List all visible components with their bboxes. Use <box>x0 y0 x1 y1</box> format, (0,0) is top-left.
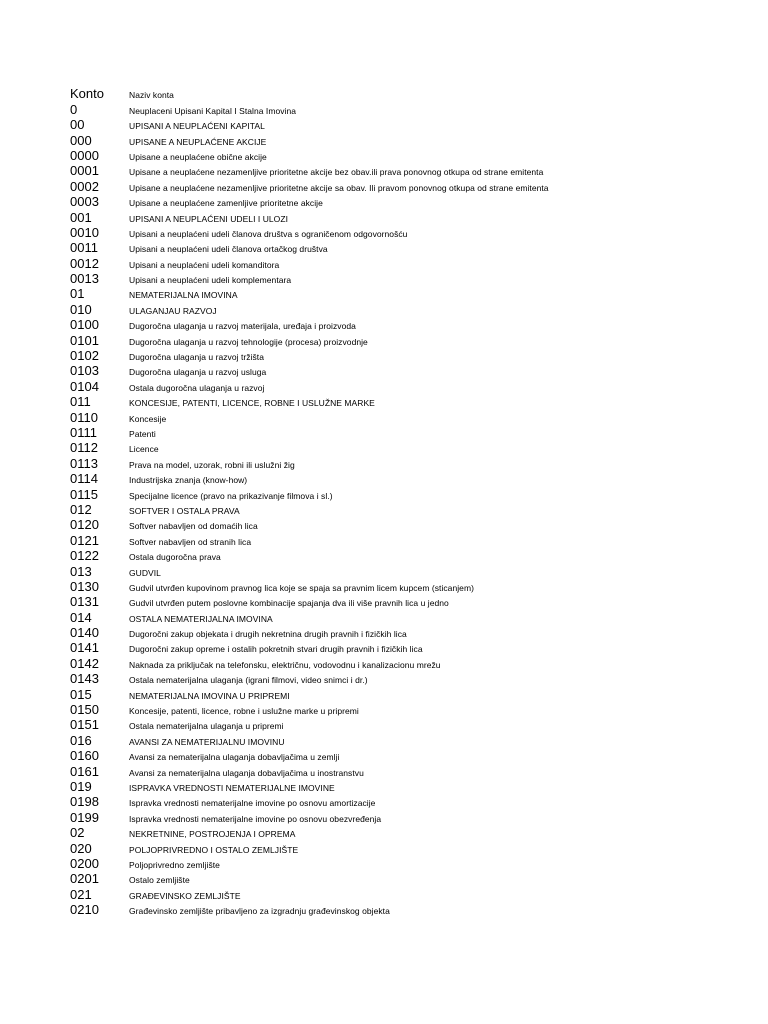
account-row <box>70 809 710 824</box>
account-row <box>70 440 710 455</box>
account-name: Dugoročna ulaganja u razvoj tržišta <box>129 352 264 363</box>
account-row <box>70 286 710 301</box>
account-code: 000 <box>70 132 92 148</box>
account-row <box>70 686 710 701</box>
account-code: 0199 <box>70 809 99 825</box>
account-name: NEKRETNINE, POSTROJENJA I OPREMA <box>129 829 296 840</box>
account-row <box>70 255 710 270</box>
account-name: Upisani a neuplaćeni udeli članova ortačkog društva <box>129 244 328 255</box>
account-name: Poljoprivredno zemljište <box>129 859 220 870</box>
account-row <box>70 609 710 624</box>
account-name: KONCESIJE, PATENTI, LICENCE, ROBNE I USLUŽNE MARKE <box>129 398 375 409</box>
account-row <box>70 209 710 224</box>
account-row <box>70 625 710 640</box>
account-code: 0151 <box>70 717 99 733</box>
account-name: NEMATERIJALNA IMOVINA U PRIPREMI <box>129 690 290 701</box>
account-name: Avansi za nematerijalna ulaganja dobavljačima u inostranstvu <box>129 767 364 778</box>
account-code: 0112 <box>70 440 98 456</box>
account-code: 011 <box>70 394 91 410</box>
account-code: 020 <box>70 840 92 856</box>
account-code: 0200 <box>70 855 99 871</box>
account-name: Upisane a neuplaćene nezamenljive prioritetne akcije bez obav.ili prava ponovnog otkupa od strane emitenta <box>129 167 544 178</box>
account-code: 0160 <box>70 748 99 764</box>
account-row <box>70 348 710 363</box>
account-name: Softver nabavljen od domaćih lica <box>129 521 258 532</box>
account-name: Ostala dugoročna ulaganja u razvoj <box>129 382 265 393</box>
account-row <box>70 579 710 594</box>
account-code: 0201 <box>70 871 99 887</box>
account-row <box>70 194 710 209</box>
account-code: 00 <box>70 117 85 133</box>
account-name: Avansi za nematerijalna ulaganja dobavljačima u zemlji <box>129 752 340 763</box>
account-row <box>70 132 710 147</box>
account-code: 0003 <box>70 194 99 210</box>
account-code: 0113 <box>70 455 98 471</box>
account-row <box>70 425 710 440</box>
header-name: Naziv konta <box>129 90 174 101</box>
account-row <box>70 332 710 347</box>
account-code: 01 <box>70 286 85 302</box>
header-row <box>70 86 710 101</box>
account-row <box>70 594 710 609</box>
account-name: Koncesije <box>129 413 167 424</box>
account-row <box>70 886 710 901</box>
account-name: GUDVIL <box>129 567 161 578</box>
account-name: Dugoročni zakup objekata i drugih nekretnina drugih pravnih i fizičkih lica <box>129 629 407 640</box>
account-name: Softver nabavljen od stranih lica <box>129 536 252 547</box>
account-row <box>70 363 710 378</box>
account-name: Upisani a neuplaćeni udeli komanditora <box>129 259 280 270</box>
account-name: Naknada za priključak na telefonsku, električnu, vodovodnu i kanalizacionu mrežu <box>129 659 441 670</box>
account-name: OSTALA NEMATERIJALNA IMOVINA <box>129 613 273 624</box>
account-row <box>70 748 710 763</box>
account-row <box>70 101 710 116</box>
account-row <box>70 301 710 316</box>
account-code: 0111 <box>70 424 97 440</box>
account-name: Specijalne licence (pravo na prikazivanje filmova i sl.) <box>129 490 333 501</box>
account-code: 0102 <box>70 348 99 364</box>
account-name: Industrijska znanja (know-how) <box>129 475 248 486</box>
account-code: 0103 <box>70 363 99 379</box>
account-name: Gudvil utvrđen kupovinom pravnog lica koje se spaja sa pravnim licem kupcem (sticanjem) <box>129 582 474 593</box>
account-code: 0131 <box>70 594 99 610</box>
account-code: 0101 <box>70 332 99 348</box>
account-name: Neuplaceni Upisani Kapital I Stalna Imovina <box>129 105 297 116</box>
account-row <box>70 717 710 732</box>
account-row <box>70 378 710 393</box>
account-row <box>70 856 710 871</box>
account-row <box>70 271 710 286</box>
account-name: Dugoročni zakup opreme i ostalih pokretnih stvari drugih pravnih i fizičkih lica <box>129 644 423 655</box>
account-row <box>70 825 710 840</box>
account-code: 0120 <box>70 517 99 533</box>
account-name: Dugoročna ulaganja u razvoj tehnologije (procesa) proizvodnje <box>129 336 368 347</box>
account-name: ISPRAVKA VREDNOSTI NEMATERIJALNE IMOVINE <box>129 782 335 793</box>
account-name: Upisane a neuplaćene obične akcije <box>129 151 267 162</box>
account-row <box>70 517 710 532</box>
account-row <box>70 702 710 717</box>
account-row <box>70 471 710 486</box>
account-code: 0013 <box>70 271 99 287</box>
account-row <box>70 225 710 240</box>
account-row <box>70 163 710 178</box>
account-row <box>70 763 710 778</box>
account-code: 0142 <box>70 655 99 671</box>
account-name: Ostala dugoročna prava <box>129 552 221 563</box>
account-row <box>70 240 710 255</box>
account-row <box>70 563 710 578</box>
account-code: 0100 <box>70 317 99 333</box>
account-code: 0114 <box>70 471 98 487</box>
account-code: 015 <box>70 686 92 702</box>
account-row <box>70 409 710 424</box>
account-name: NEMATERIJALNA IMOVINA <box>129 290 238 301</box>
account-code: 010 <box>70 301 92 317</box>
account-code: 016 <box>70 732 92 748</box>
account-row <box>70 317 710 332</box>
account-row <box>70 455 710 470</box>
account-row <box>70 117 710 132</box>
account-name: SOFTVER I OSTALA PRAVA <box>129 505 240 516</box>
account-name: Ispravka vrednosti nematerijalne imovine po osnovu obezvređenja <box>129 813 382 824</box>
account-code: 0140 <box>70 625 99 641</box>
account-name: Dugoročna ulaganja u razvoj usluga <box>129 367 267 378</box>
account-name: Gudvil utvrđen putem poslovne kombinacije spajanja dva ili više pravnih lica u jedno <box>129 598 449 609</box>
account-list <box>70 101 710 917</box>
account-name: ULAGANJAU RAZVOJ <box>129 305 217 316</box>
account-name: Upisani a neuplaćeni udeli komplementara <box>129 275 292 286</box>
account-code: 014 <box>70 609 92 625</box>
account-row <box>70 840 710 855</box>
account-code: 02 <box>70 825 85 841</box>
account-name: POLJOPRIVREDNO I OSTALO ZEMLJIŠTE <box>129 844 299 855</box>
account-code: 0141 <box>70 640 99 656</box>
account-name: Prava na model, uzorak, robni ili uslužni žig <box>129 459 295 470</box>
account-row <box>70 486 710 501</box>
account-name: Patenti <box>129 428 156 439</box>
account-row <box>70 502 710 517</box>
account-code: 0161 <box>70 763 99 779</box>
account-name: UPISANI A NEUPLAĆENI KAPITAL <box>129 121 265 132</box>
account-row <box>70 871 710 886</box>
account-code: 012 <box>70 501 92 517</box>
account-code: 0115 <box>70 486 98 502</box>
account-row <box>70 532 710 547</box>
account-code: 0150 <box>70 702 99 718</box>
account-code: 0110 <box>70 409 98 425</box>
account-name: Upisani a neuplaćeni udeli članova društva s ograničenom odgovornošću <box>129 228 408 239</box>
account-row <box>70 148 710 163</box>
account-name: Upisane a neuplaćene zamenljive prioritetne akcije <box>129 198 323 209</box>
account-chart-document <box>70 86 710 917</box>
account-name: Ostalo zemljište <box>129 875 190 886</box>
account-code: 0104 <box>70 378 99 394</box>
account-row <box>70 394 710 409</box>
account-name: Koncesije, patenti, licence, robne i uslužne marke u pripremi <box>129 706 359 717</box>
account-name: Ostala nematerijalna ulaganja u pripremi <box>129 721 284 732</box>
account-name: Upisane a neuplaćene nezamenljive prioritetne akcije sa obav. Ili pravom ponovnog otkupa od strane emitenta <box>129 182 549 193</box>
account-code: 0121 <box>70 532 99 548</box>
account-code: 0143 <box>70 671 99 687</box>
account-code: 019 <box>70 778 92 794</box>
account-code: 0130 <box>70 578 99 594</box>
account-row <box>70 640 710 655</box>
account-code: 0002 <box>70 178 99 194</box>
account-code: 001 <box>70 209 92 225</box>
account-row <box>70 902 710 917</box>
header-code: Konto <box>70 86 104 102</box>
account-name: AVANSI ZA NEMATERIJALNU IMOVINU <box>129 736 285 747</box>
account-code: 0011 <box>70 240 98 256</box>
account-code: 013 <box>70 563 92 579</box>
account-code: 0012 <box>70 255 99 271</box>
account-code: 0000 <box>70 147 99 163</box>
account-code: 021 <box>70 886 92 902</box>
account-name: Ostala nematerijalna ulaganja (igrani filmovi, video snimci i dr.) <box>129 675 368 686</box>
account-name: Građevinsko zemljište pribavljeno za izgradnju građevinskog objekta <box>129 906 390 917</box>
account-name: Licence <box>129 444 159 455</box>
account-row <box>70 779 710 794</box>
account-row <box>70 655 710 670</box>
account-row <box>70 794 710 809</box>
account-name: GRAĐEVINSKO ZEMLJIŠTE <box>129 890 241 901</box>
account-code: 0001 <box>70 163 99 179</box>
account-name: Dugoročna ulaganja u razvoj materijala, uređaja i proizvoda <box>129 321 356 332</box>
account-code: 0 <box>70 101 78 117</box>
account-name: UPISANE A NEUPLAĆENE AKCIJE <box>129 136 267 147</box>
account-code: 0210 <box>70 902 99 918</box>
account-code: 0122 <box>70 548 99 564</box>
account-name: Ispravka vrednosti nematerijalne imovine po osnovu amortizacije <box>129 798 376 809</box>
account-row <box>70 548 710 563</box>
account-code: 0010 <box>70 224 99 240</box>
account-row <box>70 178 710 193</box>
account-code: 0198 <box>70 794 99 810</box>
account-row <box>70 671 710 686</box>
account-row <box>70 732 710 747</box>
account-name: UPISANI A NEUPLAĆENI UDELI I ULOZI <box>129 213 288 224</box>
